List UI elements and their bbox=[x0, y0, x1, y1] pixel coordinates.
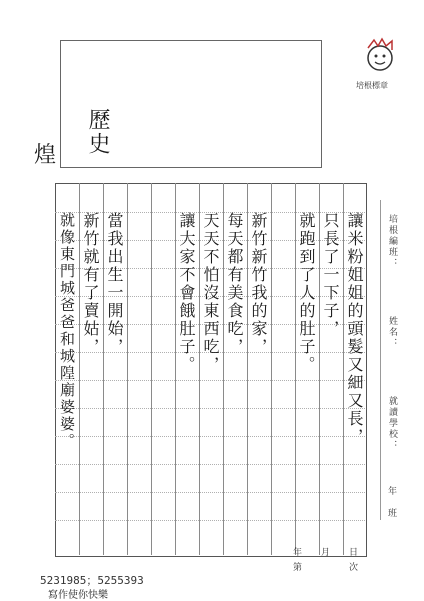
title bbox=[84, 108, 110, 156]
essay-column-6: 每天都有美食吃， bbox=[225, 212, 244, 356]
date-day: 日 bbox=[349, 548, 359, 558]
essay-column-1: 讓米粉姐姐的頭髮又細又長， bbox=[345, 212, 364, 446]
index-prefix: 第 bbox=[293, 563, 303, 573]
essay-column-3: 就跑到了人的肚子。 bbox=[297, 212, 316, 374]
footer-slogan: 寫作使你快樂 bbox=[48, 590, 108, 601]
essay-column-8: 讓大家不會餓肚子。 bbox=[177, 212, 196, 374]
class-label: 培根編班： bbox=[387, 214, 397, 269]
corner-char: 煌 bbox=[34, 143, 57, 168]
essay-column-11: 當我出生一開始， bbox=[105, 212, 124, 356]
grid-col-divider bbox=[127, 183, 128, 555]
stamp-logo-drawing bbox=[356, 36, 404, 78]
name-label: 姓名： bbox=[387, 316, 397, 349]
essay-column-13: 就像東門城爸爸和城隍廟婆婆。 bbox=[58, 212, 76, 450]
essay-column-2: 只長了一下子， bbox=[321, 212, 340, 338]
date-year: 年 bbox=[293, 548, 303, 558]
title-char-2: 史 bbox=[85, 132, 110, 156]
grid-col-divider bbox=[271, 183, 272, 555]
school-label: 就讀學校： bbox=[387, 396, 397, 451]
index-suffix: 次 bbox=[349, 563, 359, 573]
grade-label: 班 bbox=[388, 509, 398, 519]
grid-col-divider bbox=[151, 183, 152, 555]
grid-row-guide bbox=[55, 408, 365, 409]
footer-code: 5231985；5255393 bbox=[40, 574, 144, 587]
grid-row-guide bbox=[55, 380, 365, 381]
stamp-label: 培根標章 bbox=[356, 81, 388, 90]
title-char-1: 歷 bbox=[85, 108, 110, 132]
date-month: 月 bbox=[321, 548, 331, 558]
grid-row-guide bbox=[55, 436, 365, 437]
side-vertical-rule bbox=[380, 200, 381, 520]
year-label: 年 bbox=[388, 487, 398, 497]
stamp-logo bbox=[356, 36, 404, 78]
essay-column-5: 新竹新竹我的家， bbox=[249, 212, 268, 356]
grid-row-guide bbox=[55, 492, 365, 493]
grid-row-guide bbox=[55, 520, 365, 521]
corner-mark bbox=[34, 138, 56, 169]
essay-column-7: 天天不怕沒東西吃， bbox=[201, 212, 220, 374]
grid-row-guide bbox=[55, 464, 365, 465]
essay-column-12: 新竹就有了賣姑， bbox=[81, 212, 100, 356]
